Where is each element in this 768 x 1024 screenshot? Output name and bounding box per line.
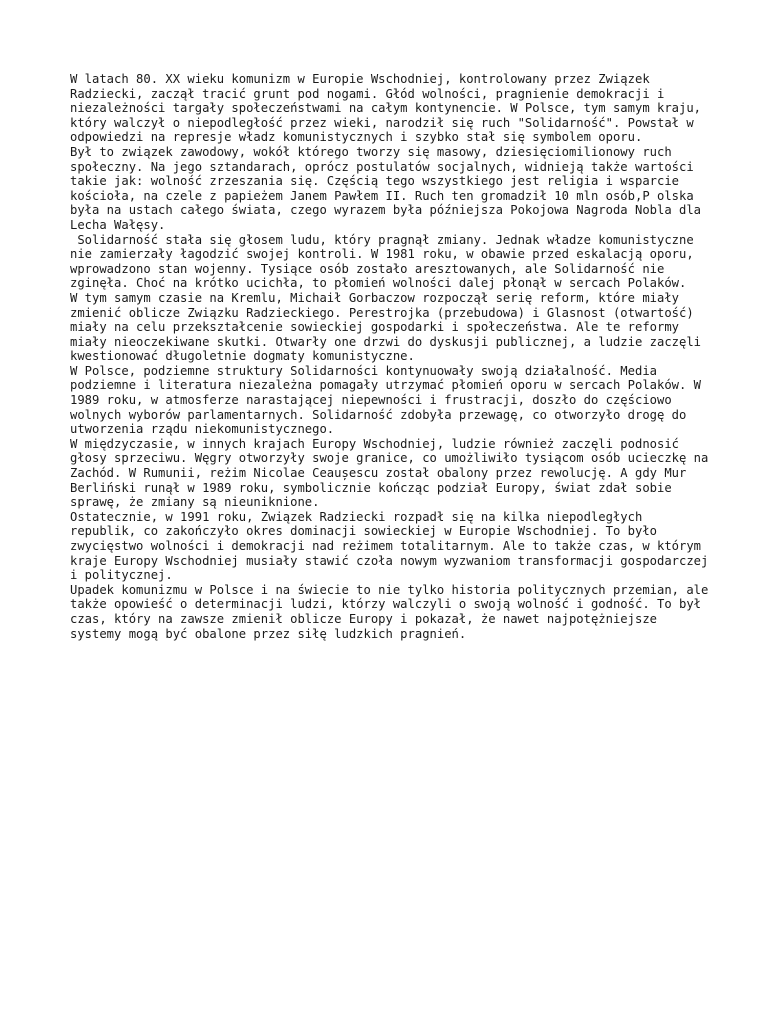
paragraph-2: Był to związek zawodowy, wokół którego tworzy się masowy, dziesięciomilionowy ruch społeczny. Na jego sztandarach, oprócz postulatów socjalnych, widnieją także wartości takie jak: wolność zrzeszania się. Częścią tego wszystkiego jest religia i wsparcie kościoła, na czele z papieżem Janem Pawłem II. Ruch ten gromadził 10 mln osób,P olska była na ustach całego świata, czego wyrazem była późniejsza Pokojowa Nagroda Nobla dla Lecha Wałęsy. (70, 144, 709, 232)
paragraph-3: Solidarność stała się głosem ludu, który pragnął zmiany. Jednak władze komunistyczne nie zamierzały łagodzić swojej kontroli. W 1981 roku, w obawie przed eskalacją oporu, wprowadzono stan wojenny. Tysiące osób zostało aresztowanych, ale Solidarność nie zginęła. Choć na krótko ucichła, to płomień wolności dalej płonął w sercach Polaków. (70, 232, 702, 291)
paragraph-4: W tym samym czasie na Kremlu, Michaił Gorbaczow rozpoczął serię reform, które miały zmienić oblicze Związku Radzieckiego. Perestrojka (przebudowa) i Glasnost (otwartość) miały na celu przekształcenie sowieckiej gospodarki i społeczeństwa. Ale te reformy miały nieoczekiwane skutki. Otwarły one drzwi do dyskusji publicznej, a ludzie zaczęli kwestionować długoletnie dogmaty komunistyczne. (70, 290, 709, 364)
paragraph-1: W latach 80. XX wieku komunizm w Europie Wschodniej, kontrolowany przez Związek Radziecki, zaczął tracić grunt pod nogami. Głód wolności, pragnienie demokracji i niezależności targały społeczeństwami na całym kontynencie. W Polsce, tym samym kraju, który walczył o niepodległość przez wieki, narodził się ruch "Solidarność". Powstał w odpowiedzi na represje władz komunistycznych i szybko stał się symbolem oporu. (70, 72, 709, 145)
paragraph-6: W międzyczasie, w innych krajach Europy Wschodniej, ludzie również zaczęli podnosić głosy sprzeciwu. Węgry otworzyły swoje granice, co umożliwiło tysiącom osób ucieczkę na Zachód. W Rumunii, reżim Nicolae Ceaușescu został obalony przez rewolucję. A gdy Mur Berliński runął w 1989 roku, symbolicznie kończąc podział Europy, świat zdał sobie sprawę, że zmiany są nieuniknione. (70, 436, 716, 510)
paragraph-7: Ostatecznie, w 1991 roku, Związek Radziecki rozpadł się na kilka niepodległych republik, co zakończyło okres dominacji sowieckiej w Europie Wschodniej. To było zwycięstwo wolności i demokracji nad reżimem totalitarnym. Ale to także czas, w którym kraje Europy Wschodniej musiały stawić czoła nowym wyzwaniom transformacji gospodarczej i politycznej. (70, 509, 716, 583)
paragraph-5: W Polsce, podziemne struktury Solidarności kontynuowały swoją działalność. Media podziemne i literatura niezależna pomagały utrzymać płomień oporu w sercach Polaków. W 1989 roku, w atmosferze narastającej niepewności i frustracji, doszło do częściowo wolnych wyborów parlamentarnych. Solidarność zdobyła przewagę, co otworzyło drogę do utworzenia rządu niekomunistycznego. (70, 363, 709, 437)
document-body (70, 72, 716, 641)
paragraph-8: Upadek komunizmu w Polsce i na świecie to nie tylko historia politycznych przemian, ale także opowieść o determinacji ludzi, którzy walczyli o swoją wolność i godność. To był czas, który na zawsze zmienił oblicze Europy i pokazał, że nawet najpotężniejsze systemy mogą być obalone przez siłę ludzkich pragnień. (70, 582, 716, 641)
